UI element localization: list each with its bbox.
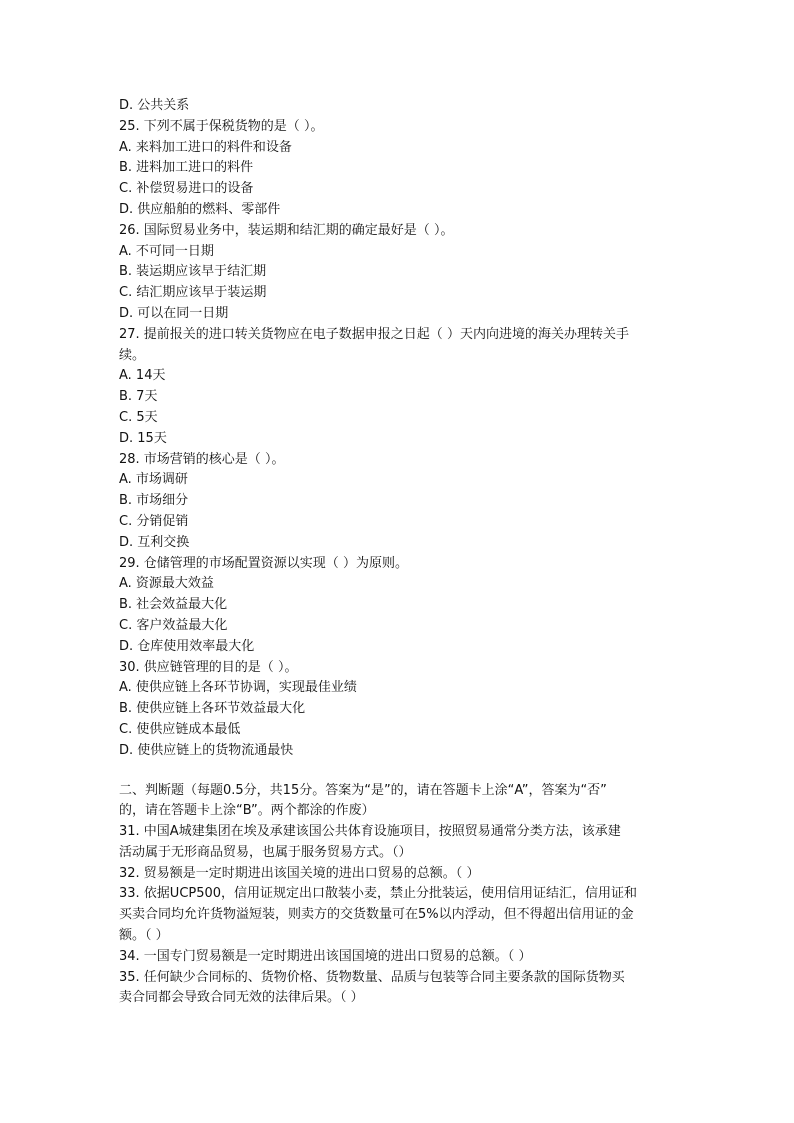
answer-option: A. 市场调研 [119, 472, 188, 488]
answer-option: B. 社会效益最大化 [119, 597, 228, 613]
section-spacer [119, 762, 689, 781]
document-page [119, 96, 689, 1009]
answer-option: D. 使供应链上的货物流通最快 [119, 742, 294, 758]
answer-option: C. 补偿贸易进口的设备 [119, 181, 254, 197]
answer-option: A. 不可同一日期 [119, 243, 214, 259]
answer-option: B. 使供应链上各环节效益最大化 [119, 701, 306, 717]
question-stem: 33. 依据UCP500，信用证规定出口散装小麦，禁止分批装运，使用信用证结汇，信用证和 [119, 886, 638, 902]
question-stem: 27. 提前报关的进口转关货物应在电子数据申报之日起（ ）天内向进境的海关办理转关手 [119, 326, 629, 342]
answer-option: B. 进料加工进口的料件 [119, 160, 254, 176]
question-stem: 28. 市场营销的核心是（ ）。 [119, 451, 285, 467]
answer-option: D. 供应船舶的燃料、零部件 [119, 201, 281, 217]
question-stem: 32. 贸易额是一定时期进出该国关境的进出口贸易的总额。（ ） [119, 865, 480, 881]
text-line: D. 公共关系 [119, 98, 190, 113]
true-false-section [119, 781, 689, 1010]
answer-option: D. 仓库使用效率最大化 [119, 638, 255, 654]
answer-option: C. 客户效益最大化 [119, 617, 228, 633]
question-stem-continued: 活动属于无形商品贸易，也属于服务贸易方式。（） [119, 844, 412, 860]
answer-option: A. 资源最大效益 [119, 576, 214, 592]
question-stem: 29. 仓储管理的市场配置资源以实现（ ）为原则。 [119, 555, 408, 571]
answer-option: C. 分销促销 [119, 513, 189, 529]
answer-option: C. 结汇期应该早于装运期 [119, 285, 267, 301]
answer-option: D. 可以在同一日期 [119, 305, 229, 321]
answer-option: D. 互利交换 [119, 534, 190, 550]
question-stem-continued: 买卖合同均允许货物溢短装，则卖方的交货数量可在5%以内浮动，但不得超出信用证的金 [119, 907, 634, 923]
answer-option: C. 5天 [119, 409, 158, 425]
section-heading-continued: 的，请在答题卡上涂“B”。两个都涂的作废） [119, 803, 375, 819]
answer-option: A. 来料加工进口的料件和设备 [119, 139, 292, 155]
answer-option: D. 15天 [119, 430, 167, 446]
answer-option: A. 14天 [119, 368, 166, 384]
answer-option: A. 使供应链上各环节协调，实现最佳业绩 [119, 680, 357, 696]
question-stem: 31. 中国A城建集团在埃及承建该国公共体育设施项目，按照贸易通常分类方法，该承建 [119, 824, 621, 840]
answer-option: B. 市场细分 [119, 493, 189, 509]
answer-option: C. 使供应链成本最低 [119, 721, 241, 737]
section-heading: 二、判断题（每题0.5分，共15分。答案为“是”的，请在答题卡上涂“A”，答案为“否” [119, 782, 607, 798]
question-stem-continued: 续。 [119, 347, 146, 363]
question-stem-continued: 额。（ ） [119, 928, 169, 944]
question-stem: 35. 任何缺少合同标的、货物价格、货物数量、品质与包装等合同主要条款的国际货物买 [119, 969, 625, 985]
answer-option: B. 7天 [119, 389, 158, 405]
question-stem: 34. 一国专门贸易额是一定时期进出该国国境的进出口贸易的总额。（ ） [119, 948, 532, 964]
question-stem: 25. 下列不属于保税货物的是（ ）。 [119, 118, 324, 134]
multiple-choice-section [119, 96, 689, 762]
question-stem: 26. 国际贸易业务中，装运期和结汇期的确定最好是（ ）。 [119, 222, 454, 238]
answer-option: B. 装运期应该早于结汇期 [119, 264, 267, 280]
question-stem: 30. 供应链管理的目的是（ ）。 [119, 659, 298, 675]
question-stem-continued: 卖合同都会导致合同无效的法律后果。（ ） [119, 990, 364, 1006]
